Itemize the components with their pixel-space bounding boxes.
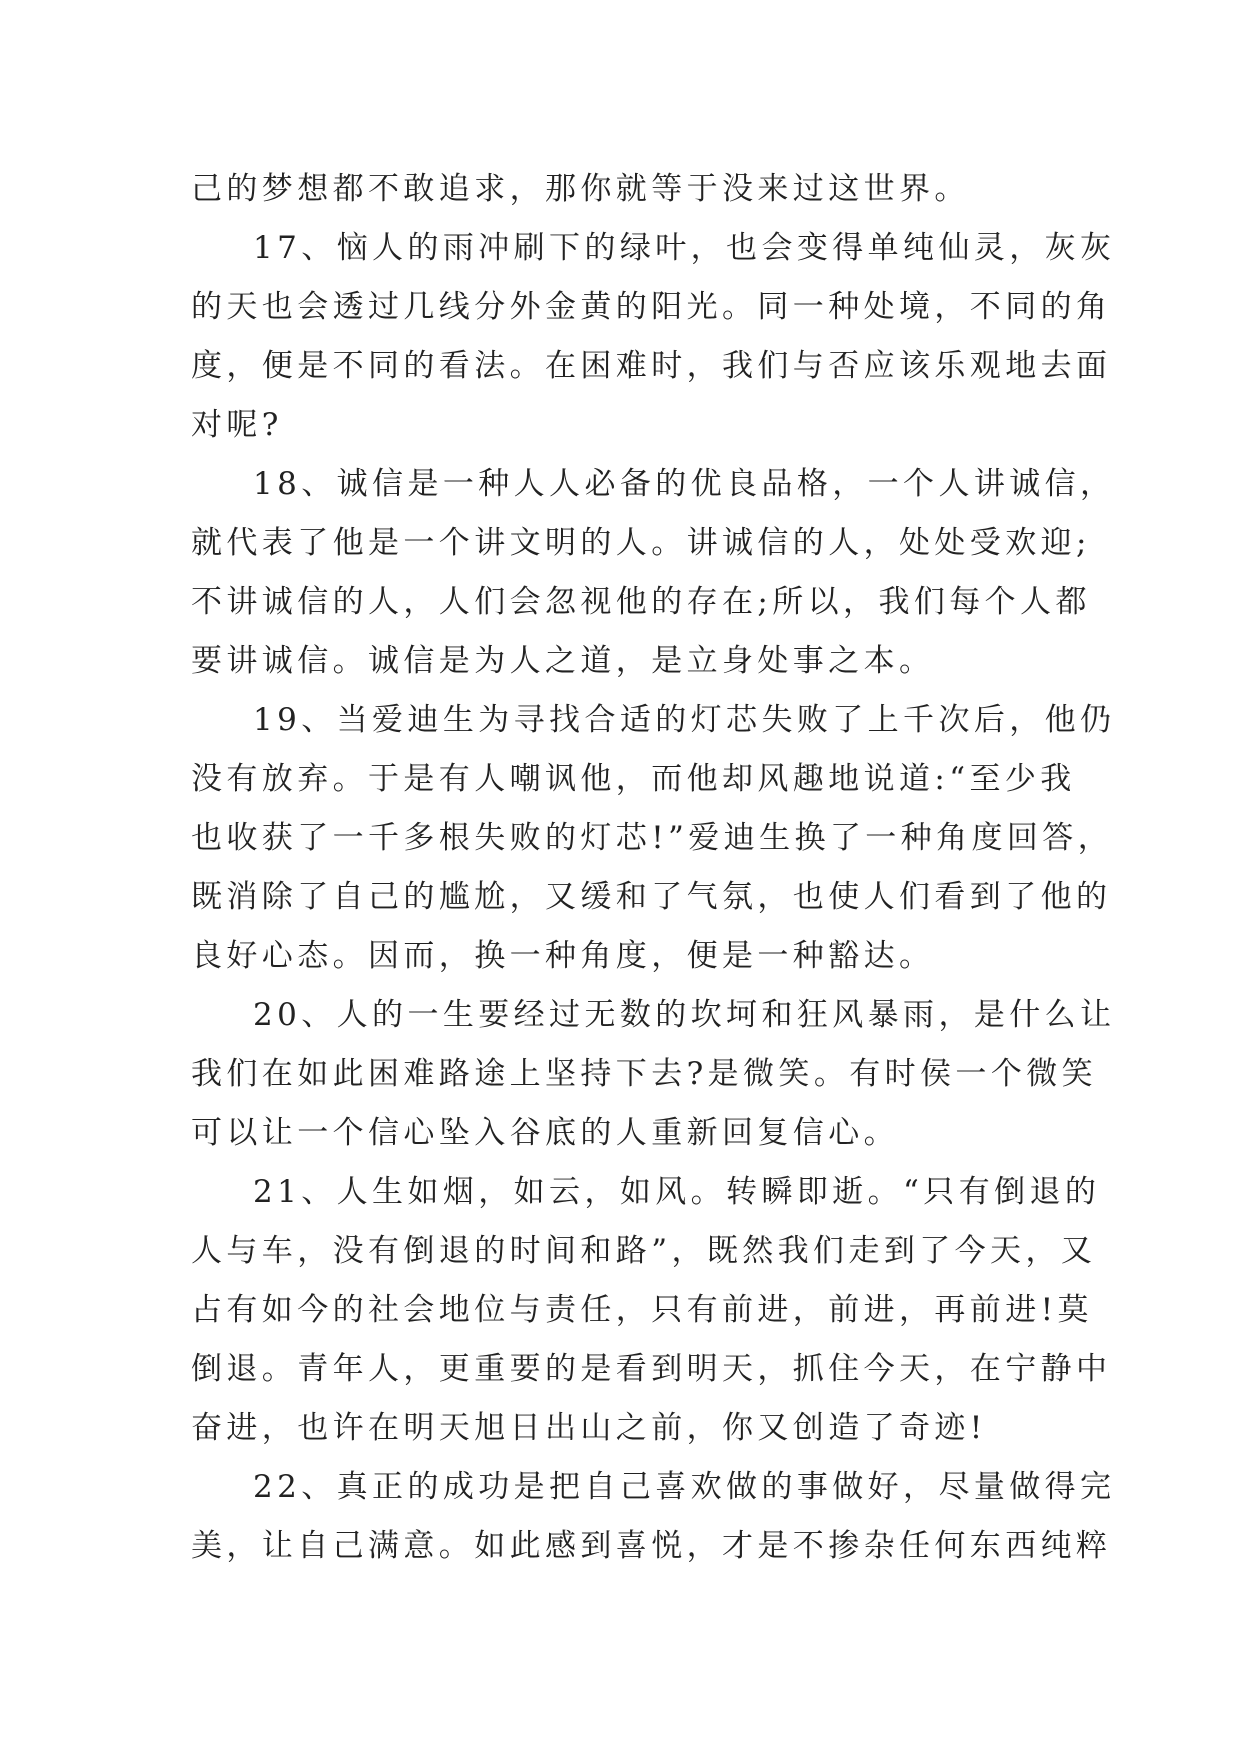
text-line: 己的梦想都不敢追求，那你就等于没来过这世界。 [191,171,970,207]
text-line-paragraph-18-start: 18、诚信是一种人人必备的优良品格，一个人讲诚信， [253,466,1116,502]
text-line: 就代表了他是一个讲文明的人。讲诚信的人，处处受欢迎; [191,525,1091,561]
text-line-paragraph-22-start: 22、真正的成功是把自己喜欢做的事做好，尽量做得完 [253,1469,1116,1505]
text-line: 可以让一个信心坠入谷底的人重新回复信心。 [191,1115,899,1151]
text-line: 奋进，也许在明天旭日出山之前，你又创造了奇迹! [191,1410,987,1446]
text-line: 人与车，没有倒退的时间和路”，既然我们走到了今天，又 [191,1233,1097,1269]
text-line-paragraph-17-start: 17、恼人的雨冲刷下的绿叶，也会变得单纯仙灵，灰灰 [253,230,1116,266]
text-line: 也收获了一千多根失败的灯芯!”爱迪生换了一种角度回答， [191,820,1114,856]
text-line: 度，便是不同的看法。在困难时，我们与否应该乐观地去面 [191,348,1112,384]
text-line: 的天也会透过几线分外金黄的阳光。同一种处境，不同的角 [191,289,1112,325]
text-line: 要讲诚信。诚信是为人之道，是立身处事之本。 [191,643,935,679]
text-line: 没有放弃。于是有人嘲讽他，而他却风趣地说道:“至少我 [191,761,1076,797]
text-line: 占有如今的社会地位与责任，只有前进，前进，再前进!莫 [191,1292,1093,1328]
text-line: 既消除了自己的尴尬，又缓和了气氛，也使人们看到了他的 [191,879,1112,915]
text-line-paragraph-21-start: 21、人生如烟，如云，如风。转瞬即逝。“只有倒退的 [253,1174,1101,1210]
text-line: 对呢? [191,407,283,443]
text-line-paragraph-20-start: 20、人的一生要经过无数的坎坷和狂风暴雨，是什么让 [253,997,1116,1033]
text-line: 不讲诚信的人，人们会忽视他的存在;所以，我们每个人都 [191,584,1091,620]
body-text [191,160,1116,1576]
text-line: 倒退。青年人，更重要的是看到明天，抓住今天，在宁静中 [191,1351,1112,1387]
text-line-paragraph-19-start: 19、当爱迪生为寻找合适的灯芯失败了上千次后，他仍 [253,702,1116,738]
text-line: 良好心态。因而，换一种角度，便是一种豁达。 [191,938,935,974]
text-line: 我们在如此困难路途上坚持下去?是微笑。有时侯一个微笑 [191,1056,1098,1092]
text-line: 美，让自己满意。如此感到喜悦，才是不掺杂任何东西纯粹 [191,1528,1112,1564]
